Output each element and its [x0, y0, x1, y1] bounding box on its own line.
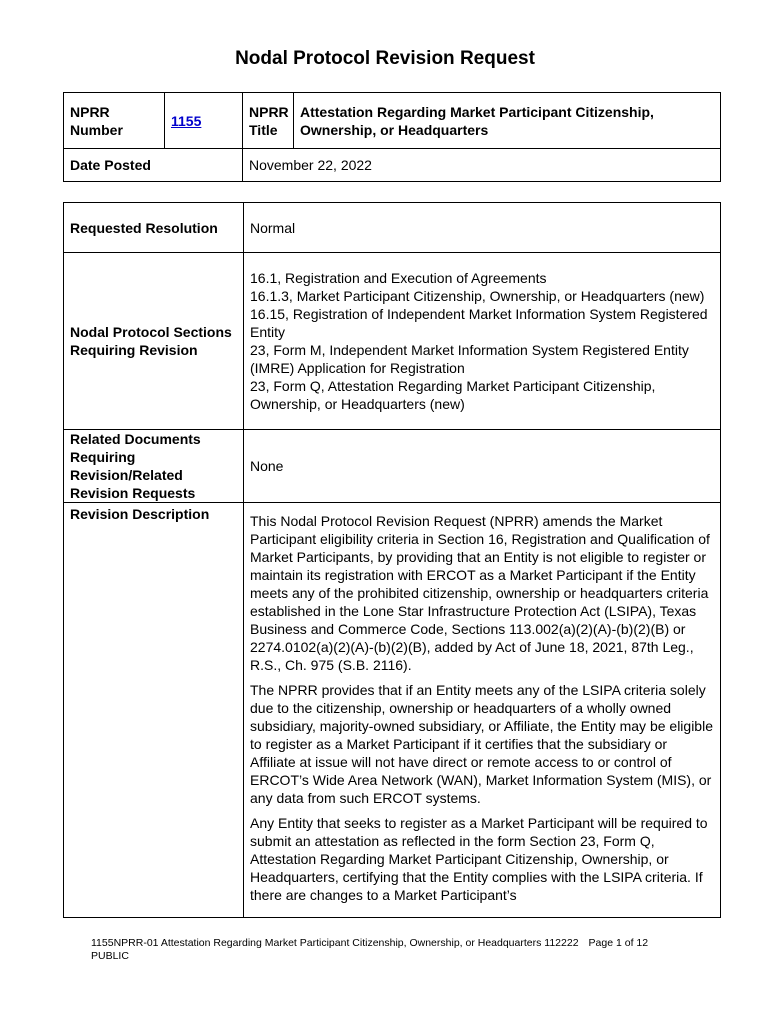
- nprr-number-label: NPRR Number: [64, 93, 165, 149]
- section-item: 23, Form Q, Attestation Regarding Market Participant Citizenship, Ownership, or Headquarters (new): [250, 378, 656, 412]
- details-table: [63, 202, 721, 918]
- footer-page-number: Page 1 of 12: [588, 937, 649, 949]
- section-item: 16.1, Registration and Execution of Agreements: [250, 270, 547, 286]
- date-posted-label: Date Posted: [64, 149, 243, 182]
- revision-description: [244, 503, 721, 918]
- nprr-title: Attestation Regarding Market Participant Citizenship, Ownership, or Headquarters: [294, 93, 721, 149]
- description-paragraph: Any Entity that seeks to register as a Market Participant will be required to submit an attestation as reflected in the form Section 23, Form Q, Attestation Regarding Market Participant Citizenship, Ownership, or Headquarters, certifying that the Entity complies with the LSIPA criteria. If there are changes to a Market Participant’s: [250, 815, 708, 903]
- sections-label: Nodal Protocol Sections Requiring Revision: [64, 253, 244, 430]
- related-docs-label: Related Documents Requiring Revision/Related Revision Requests: [64, 430, 244, 503]
- requested-resolution-value: Normal: [244, 203, 721, 253]
- related-docs-value: None: [244, 430, 721, 503]
- date-posted-value: November 22, 2022: [243, 149, 721, 182]
- nprr-number-link[interactable]: 1155: [171, 112, 202, 129]
- sections-list: [244, 253, 721, 430]
- footer-line: [91, 937, 648, 950]
- footer-classification: PUBLIC: [91, 950, 129, 962]
- footer-document-name: 1155NPRR-01 Attestation Regarding Market Participant Citizenship, Ownership, or Headquarters 112222: [91, 937, 579, 949]
- section-item: 16.15, Registration of Independent Market Information System Registered Entity: [250, 306, 708, 340]
- header-table: [63, 92, 721, 182]
- section-item: 23, Form M, Independent Market Information System Registered Entity (IMRE) Application for Registration: [250, 342, 689, 376]
- nprr-title-label: [243, 93, 294, 149]
- revision-description-label: Revision Description: [64, 503, 244, 918]
- document-title: Nodal Protocol Revision Request: [235, 48, 535, 69]
- nprr-number-cell: [165, 93, 243, 149]
- requested-resolution-label: Requested Resolution: [64, 203, 244, 253]
- page-footer: [91, 937, 648, 963]
- nprr-title-label-text: NPRR Title: [249, 103, 289, 138]
- description-paragraph: The NPRR provides that if an Entity meets any of the LSIPA criteria solely due to the citizenship, ownership or headquarters of a wholly owned subsidiary, majority-owned subsidiary, or Affiliate, the Entity may be eligible to register as a Market Participant if it certifies that the subsidiary or Affiliate at issue will not have direct or remote access to or control of ERCOT’s Wide Area Network (WAN), Market Information System (MIS), or any data from such ERCOT systems.: [250, 682, 713, 806]
- description-paragraph: This Nodal Protocol Revision Request (NPRR) amends the Market Participant eligibility criteria in Section 16, Registration and Qualification of Market Participants, by providing that an Entity is not eligible to register or maintain its registration with ERCOT as a Market Participant if the Entity meets any of the prohibited citizenship, ownership or headquarters criteria established in the Lone Star Infrastructure Protection Act (LSIPA), Texas Business and Commerce Code, Sections 113.002(a)(2)(A)-(b)(2)(B) or 2274.0102(a)(2)(A)-(b)(2)(B), added by Act of June 18, 2021, 87th Leg., R.S., Ch. 975 (S.B. 2116).: [250, 513, 710, 673]
- section-item: 16.1.3, Market Participant Citizenship, Ownership, or Headquarters (new): [250, 288, 705, 304]
